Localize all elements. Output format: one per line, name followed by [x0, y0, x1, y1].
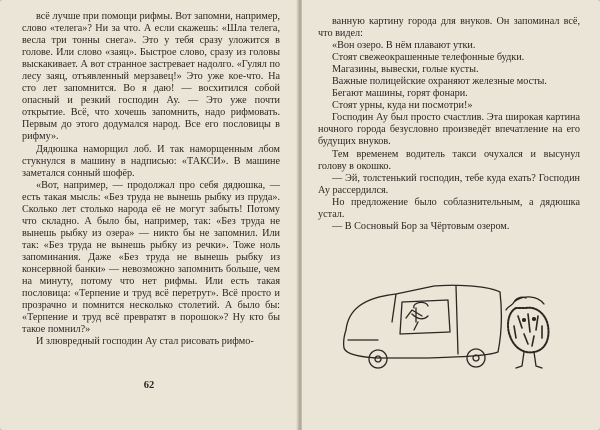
paragraph: Но предложение было соблазнительным, а дядюшка устал.: [318, 196, 580, 220]
paragraph: ванную картину города для внуков. Он запоминал всё, что видел:: [318, 16, 580, 40]
paragraph: Бегают машины, горят фонари.: [332, 88, 468, 100]
paragraph: Стоят свежеокрашенные телефонные будки.: [332, 52, 525, 64]
page-number: 62: [143, 380, 155, 391]
taxi-drawing: [344, 285, 502, 368]
left-page: [0, 0, 298, 430]
taxi-illustration: [338, 282, 568, 382]
paragraph: «Вот, например, — продолжал про себя дядюшка, — есть такая мысль: «Без труда не вынешь рыбку из пруда». Сколько лет столько народа её не могут забыть! Потому что складно. А было бы, например, так: «Без труда не вынешь рыбку из озера» — никто бы не запомнил. Или так: «Без труда не вынешь рыбку из речки». Тоже ноль запоминания. Даже «Без труда не вынешь рыбку из консервной банки» — невозможно запомнить больше, чем на минуту, потому что нет рифмы. Или есть такая пословица: «Терпение и труд всё перетрут». Всё просто и прозрачно и помнится несколько столетий. А было бы: «Терпение и труд всё превратят в порошок»? Ну кто бы такое помнил?»: [22, 179, 280, 336]
left-page-text: [22, 11, 280, 348]
right-page: [302, 0, 600, 430]
paragraph: «Вон озеро. В нём плавают утки.: [332, 40, 476, 52]
paragraph: Тем временем водитель такси очухался и высунул голову в окошко.: [318, 148, 580, 172]
paragraph: Дядюшка наморщил лоб. И так наморщенным лбом стукнулся в машину в надписью: «ТАКСИ». В машине заметался сонный шофёр.: [22, 143, 280, 179]
paragraph: Господин Ау был просто счастлив. Эта широкая картина ночного города безусловно произведёт впечатление на его будущих внуков.: [318, 112, 580, 148]
paragraph: И злювредный господин Ау стал рисовать рифмо-: [36, 336, 254, 348]
paragraph: Магазины, вывески, голые кусты.: [332, 64, 479, 76]
hairy-man-drawing: [506, 297, 548, 368]
paragraph: Стоят урны, куда ни посмотри!»: [332, 100, 473, 112]
paragraph: всё лучше при помощи рифмы. Вот запомни, например, слово «телега»? Ни за что. А если скажешь: «Шла телега, весла три тонны снега». Это у тебя сразу уложится в голове. Или слово «заяц». Быстрое слово, сразу из головы выскакивает. А вот странное застревает надолго. «Гулял по лесу заяц, отъявленный мерзавец!» Это уже кое-что. На сто лет запомнится. Во я даю! — восхитился собой опасный и резкий господин Ау. — Это уже почти открытие. Всё, что хочешь запомнить, надо рифмовать. Первым до этого додумался народ. Все его пословицы в рифму».: [22, 11, 280, 143]
right-page-text: [318, 16, 580, 233]
paragraph: — В Сосновый Бор за Чёртовым озером.: [332, 220, 510, 232]
paragraph: Важные полицейские охраняют железные мосты.: [332, 76, 547, 88]
paragraph: — Эй, толстенький господин, тебе куда ехать? Господин Ау рассердился.: [318, 172, 580, 196]
